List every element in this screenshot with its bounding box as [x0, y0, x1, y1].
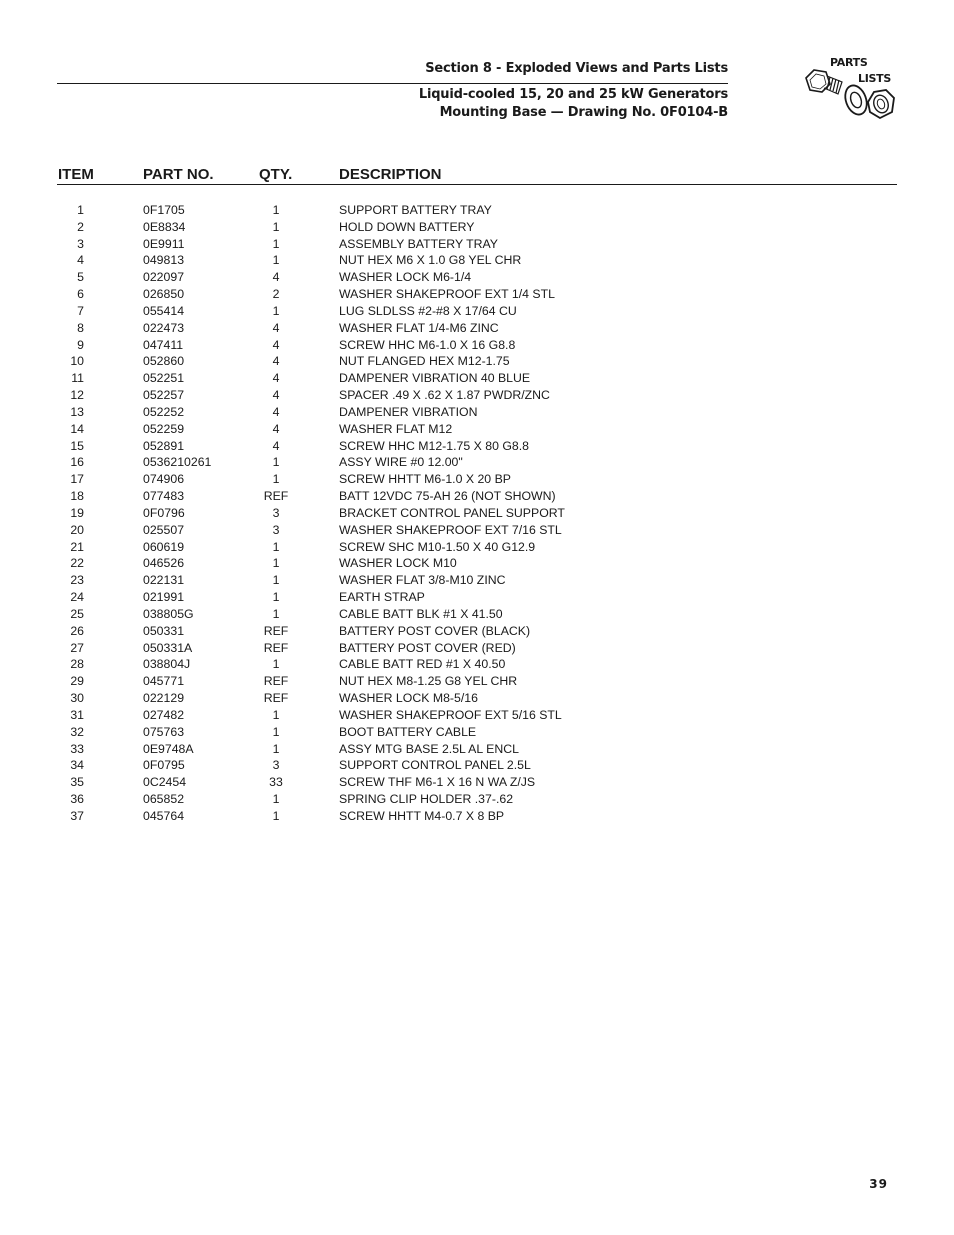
table-row [57, 808, 897, 825]
cell-item: 15 [70, 438, 84, 453]
table-row [57, 589, 897, 606]
cell-part-no: 075763 [143, 724, 185, 739]
cell-qty: 1 [272, 606, 280, 621]
cell-qty: 1 [272, 573, 280, 588]
cell-part-no: 065852 [143, 791, 185, 806]
cell-part-no: 046526 [143, 556, 185, 571]
table-row [57, 252, 897, 269]
cell-description: BRACKET CONTROL PANEL SUPPORT [339, 505, 565, 520]
cell-item: 14 [70, 421, 84, 436]
table-row [57, 791, 897, 808]
cell-description: BATT 12VDC 75-AH 26 (NOT SHOWN) [339, 489, 556, 504]
cell-item: 1 [77, 203, 84, 217]
cell-item: 17 [70, 472, 84, 487]
cell-qty: 1 [272, 253, 280, 268]
cell-qty: 4 [272, 270, 280, 285]
cell-part-no: 022097 [143, 270, 185, 285]
cell-description: SCREW HHTT M6-1.0 X 20 BP [339, 472, 511, 487]
logo-word-parts: PARTS [830, 56, 868, 69]
cell-part-no: 0F0796 [143, 505, 185, 520]
parts-table [57, 165, 897, 823]
cell-qty: 1 [272, 741, 280, 756]
table-row [57, 741, 897, 758]
table-row [57, 640, 897, 657]
cell-qty: 4 [272, 404, 280, 419]
cell-item: 8 [77, 320, 84, 335]
cell-part-no: 050331 [143, 623, 185, 638]
cell-part-no: 050331A [143, 640, 193, 655]
cell-part-no: 047411 [143, 337, 184, 352]
cell-description: BOOT BATTERY CABLE [339, 724, 477, 739]
cell-description: SPACER .49 X .62 X 1.87 PWDR/ZNC [339, 388, 550, 403]
table-row [57, 757, 897, 774]
cell-item: 7 [77, 303, 84, 318]
cell-part-no: 021991 [143, 590, 185, 605]
cell-item: 29 [70, 674, 84, 689]
cell-item: 6 [77, 287, 84, 302]
cell-description: LUG SLDLSS #2-#8 X 17/64 CU [339, 303, 517, 318]
table-row [57, 606, 897, 623]
table-row [57, 421, 897, 438]
cell-part-no: 045771 [143, 674, 185, 689]
header-subtitle-line-1: Liquid-cooled 15, 20 and 25 kW Generators [418, 87, 728, 102]
cell-description: CABLE BATT RED #1 X 40.50 [339, 657, 506, 672]
table-row [57, 202, 897, 219]
cell-qty: 4 [272, 354, 280, 369]
cell-part-no: 027482 [143, 707, 185, 722]
section-title: Section 8 - Exploded Views and Parts Lists [425, 61, 728, 76]
table-row [57, 774, 897, 791]
cell-part-no: 026850 [143, 287, 185, 302]
cell-description: WASHER LOCK M6-1/4 [339, 270, 472, 285]
cell-item: 10 [70, 354, 84, 369]
cell-qty: 1 [272, 724, 280, 739]
cell-item: 13 [70, 404, 84, 419]
table-row [57, 471, 897, 488]
cell-part-no: 038805G [143, 606, 194, 621]
cell-qty: 3 [272, 505, 280, 520]
cell-description: WASHER LOCK M10 [339, 556, 457, 571]
table-row [57, 572, 897, 589]
cell-item: 4 [77, 253, 84, 268]
cell-description: SPRING CLIP HOLDER .37-.62 [339, 791, 514, 806]
cell-item: 31 [70, 707, 84, 722]
cell-description: WASHER SHAKEPROOF EXT 7/16 STL [339, 522, 562, 537]
cell-qty: 4 [272, 320, 280, 335]
cell-description: DAMPENER VIBRATION [339, 404, 478, 419]
col-header-item: ITEM [58, 166, 94, 183]
cell-qty: 2 [272, 287, 280, 302]
cell-item: 5 [77, 270, 84, 285]
cell-qty: 1 [272, 556, 280, 571]
cell-qty: 33 [269, 775, 283, 790]
table-row [57, 522, 897, 539]
cell-part-no: 077483 [143, 489, 185, 504]
cell-qty: 1 [272, 303, 280, 318]
cell-description: SCREW HHC M6-1.0 X 16 G8.8 [339, 337, 516, 352]
table-row [57, 219, 897, 236]
cell-part-no: 0F1705 [143, 203, 185, 217]
cell-item: 24 [70, 590, 84, 605]
cell-part-no: 055414 [143, 303, 185, 318]
col-header-part-no: PART NO. [143, 166, 214, 183]
page-number: 39 [869, 1177, 888, 1191]
cell-description: BATTERY POST COVER (BLACK) [339, 623, 531, 638]
cell-item: 12 [70, 388, 84, 403]
table-row [57, 707, 897, 724]
cell-item: 3 [77, 236, 84, 251]
table-body [57, 202, 897, 825]
table-row [57, 236, 897, 253]
cell-part-no: 052259 [143, 421, 185, 436]
cell-description: CABLE BATT BLK #1 X 41.50 [339, 606, 503, 621]
cell-qty: 1 [272, 455, 280, 470]
cell-description: SCREW THF M6-1 X 16 N WA Z/JS [339, 775, 536, 790]
table-row [57, 320, 897, 337]
cell-qty: 4 [272, 337, 280, 352]
header-subtitle-line-2: Mounting Base — Drawing No. 0F0104-B [439, 105, 728, 120]
cell-qty: 1 [272, 707, 280, 722]
cell-part-no: 0536210261 [143, 455, 212, 470]
cell-part-no: 049813 [143, 253, 185, 268]
table-row [57, 404, 897, 421]
cell-description: WASHER LOCK M8-5/16 [339, 691, 478, 706]
cell-item: 34 [70, 758, 84, 773]
table-row [57, 656, 897, 673]
cell-item: 20 [70, 522, 84, 537]
cell-qty: 1 [272, 219, 280, 234]
cell-qty: REF [263, 691, 289, 706]
cell-part-no: 074906 [143, 472, 185, 487]
cell-item: 37 [70, 808, 84, 823]
table-row [57, 286, 897, 303]
cell-qty: 4 [272, 371, 280, 386]
table-row [57, 673, 897, 690]
cell-qty: 4 [272, 438, 280, 453]
table-row [57, 555, 897, 572]
cell-description: SUPPORT CONTROL PANEL 2.5L [339, 758, 531, 773]
cell-description: WASHER SHAKEPROOF EXT 1/4 STL [339, 287, 555, 302]
cell-part-no: 022129 [143, 691, 185, 706]
table-row [57, 269, 897, 286]
cell-description: SUPPORT BATTERY TRAY [339, 203, 492, 217]
cell-item: 28 [70, 657, 84, 672]
cell-description: NUT HEX M6 X 1.0 G8 YEL CHR [339, 253, 522, 268]
table-row [57, 370, 897, 387]
cell-part-no: 052251 [143, 371, 185, 386]
cell-description: SCREW SHC M10-1.50 X 40 G12.9 [339, 539, 536, 554]
cell-description: WASHER SHAKEPROOF EXT 5/16 STL [339, 707, 562, 722]
cell-part-no: 052252 [143, 404, 185, 419]
parts-lists-logo [800, 54, 900, 130]
cell-item: 27 [70, 640, 84, 655]
cell-part-no: 045764 [143, 808, 185, 823]
cell-part-no: 052257 [143, 388, 185, 403]
cell-item: 33 [70, 741, 84, 756]
cell-description: NUT HEX M8-1.25 G8 YEL CHR [339, 674, 518, 689]
table-row [57, 539, 897, 556]
cell-qty: 1 [272, 203, 280, 217]
cell-qty: REF [263, 489, 289, 504]
cell-part-no: 0C2454 [143, 775, 187, 790]
cell-description: HOLD DOWN BATTERY [339, 219, 475, 234]
table-row [57, 488, 897, 505]
table-row [57, 387, 897, 404]
cell-part-no: 038804J [143, 657, 191, 672]
cell-description: SCREW HHC M12-1.75 X 80 G8.8 [339, 438, 529, 453]
cell-description: NUT FLANGED HEX M12-1.75 [339, 354, 510, 369]
cell-item: 2 [77, 219, 84, 234]
logo-word-lists: LISTS [858, 72, 891, 85]
cell-item: 26 [70, 623, 84, 638]
cell-item: 9 [77, 337, 84, 352]
cell-qty: 1 [272, 236, 280, 251]
cell-item: 22 [70, 556, 84, 571]
table-row [57, 353, 897, 370]
table-header [57, 165, 897, 185]
cell-qty: REF [263, 623, 289, 638]
cell-description: ASSY WIRE #0 12.00" [339, 455, 463, 470]
cell-description: BATTERY POST COVER (RED) [339, 640, 516, 655]
cell-part-no: 025507 [143, 522, 185, 537]
cell-item: 19 [70, 505, 84, 520]
cell-item: 30 [70, 691, 84, 706]
table-row [57, 454, 897, 471]
cell-qty: REF [263, 674, 289, 689]
cell-item: 32 [70, 724, 84, 739]
cell-item: 11 [71, 371, 84, 386]
cell-description: WASHER FLAT 3/8-M10 ZINC [339, 573, 506, 588]
cell-description: ASSY MTG BASE 2.5L AL ENCL [339, 741, 519, 756]
cell-part-no: 052860 [143, 354, 185, 369]
cell-item: 18 [70, 489, 84, 504]
cell-qty: 3 [272, 522, 280, 537]
cell-part-no: 022131 [143, 573, 185, 588]
table-row [57, 438, 897, 455]
cell-item: 25 [70, 606, 84, 621]
cell-qty: 1 [272, 539, 280, 554]
cell-item: 36 [70, 791, 84, 806]
cell-qty: 1 [272, 808, 280, 823]
cell-part-no: 022473 [143, 320, 185, 335]
cell-qty: 1 [272, 791, 280, 806]
cell-description: ASSEMBLY BATTERY TRAY [339, 236, 499, 251]
header-rule [57, 83, 728, 84]
cell-item: 16 [70, 455, 84, 470]
cell-qty: 1 [272, 472, 280, 487]
cell-part-no: 0F0795 [143, 758, 185, 773]
cell-qty: 3 [272, 758, 280, 773]
cell-qty: 1 [272, 590, 280, 605]
col-header-qty: QTY. [259, 166, 293, 183]
cell-description: WASHER FLAT M12 [339, 421, 453, 436]
cell-part-no: 052891 [143, 438, 185, 453]
table-row [57, 724, 897, 741]
header-subtitle [419, 86, 728, 122]
cell-qty: REF [263, 640, 289, 655]
table-row [57, 690, 897, 707]
cell-part-no: 0E8834 [143, 219, 186, 234]
cell-description: WASHER FLAT 1/4-M6 ZINC [339, 320, 499, 335]
table-row [57, 337, 897, 354]
cell-qty: 1 [272, 657, 280, 672]
table-row [57, 505, 897, 522]
table-row [57, 623, 897, 640]
cell-item: 23 [70, 573, 84, 588]
cell-item: 21 [70, 539, 84, 554]
cell-qty: 4 [272, 421, 280, 436]
cell-part-no: 0E9911 [143, 236, 185, 251]
cell-description: EARTH STRAP [339, 590, 425, 605]
cell-description: DAMPENER VIBRATION 40 BLUE [339, 371, 531, 386]
col-header-description: DESCRIPTION [339, 166, 442, 183]
cell-qty: 4 [272, 388, 280, 403]
table-row [57, 303, 897, 320]
cell-part-no: 060619 [143, 539, 185, 554]
cell-description: SCREW HHTT M4-0.7 X 8 BP [339, 808, 505, 823]
cell-part-no: 0E9748A [143, 741, 194, 756]
cell-item: 35 [70, 775, 84, 790]
